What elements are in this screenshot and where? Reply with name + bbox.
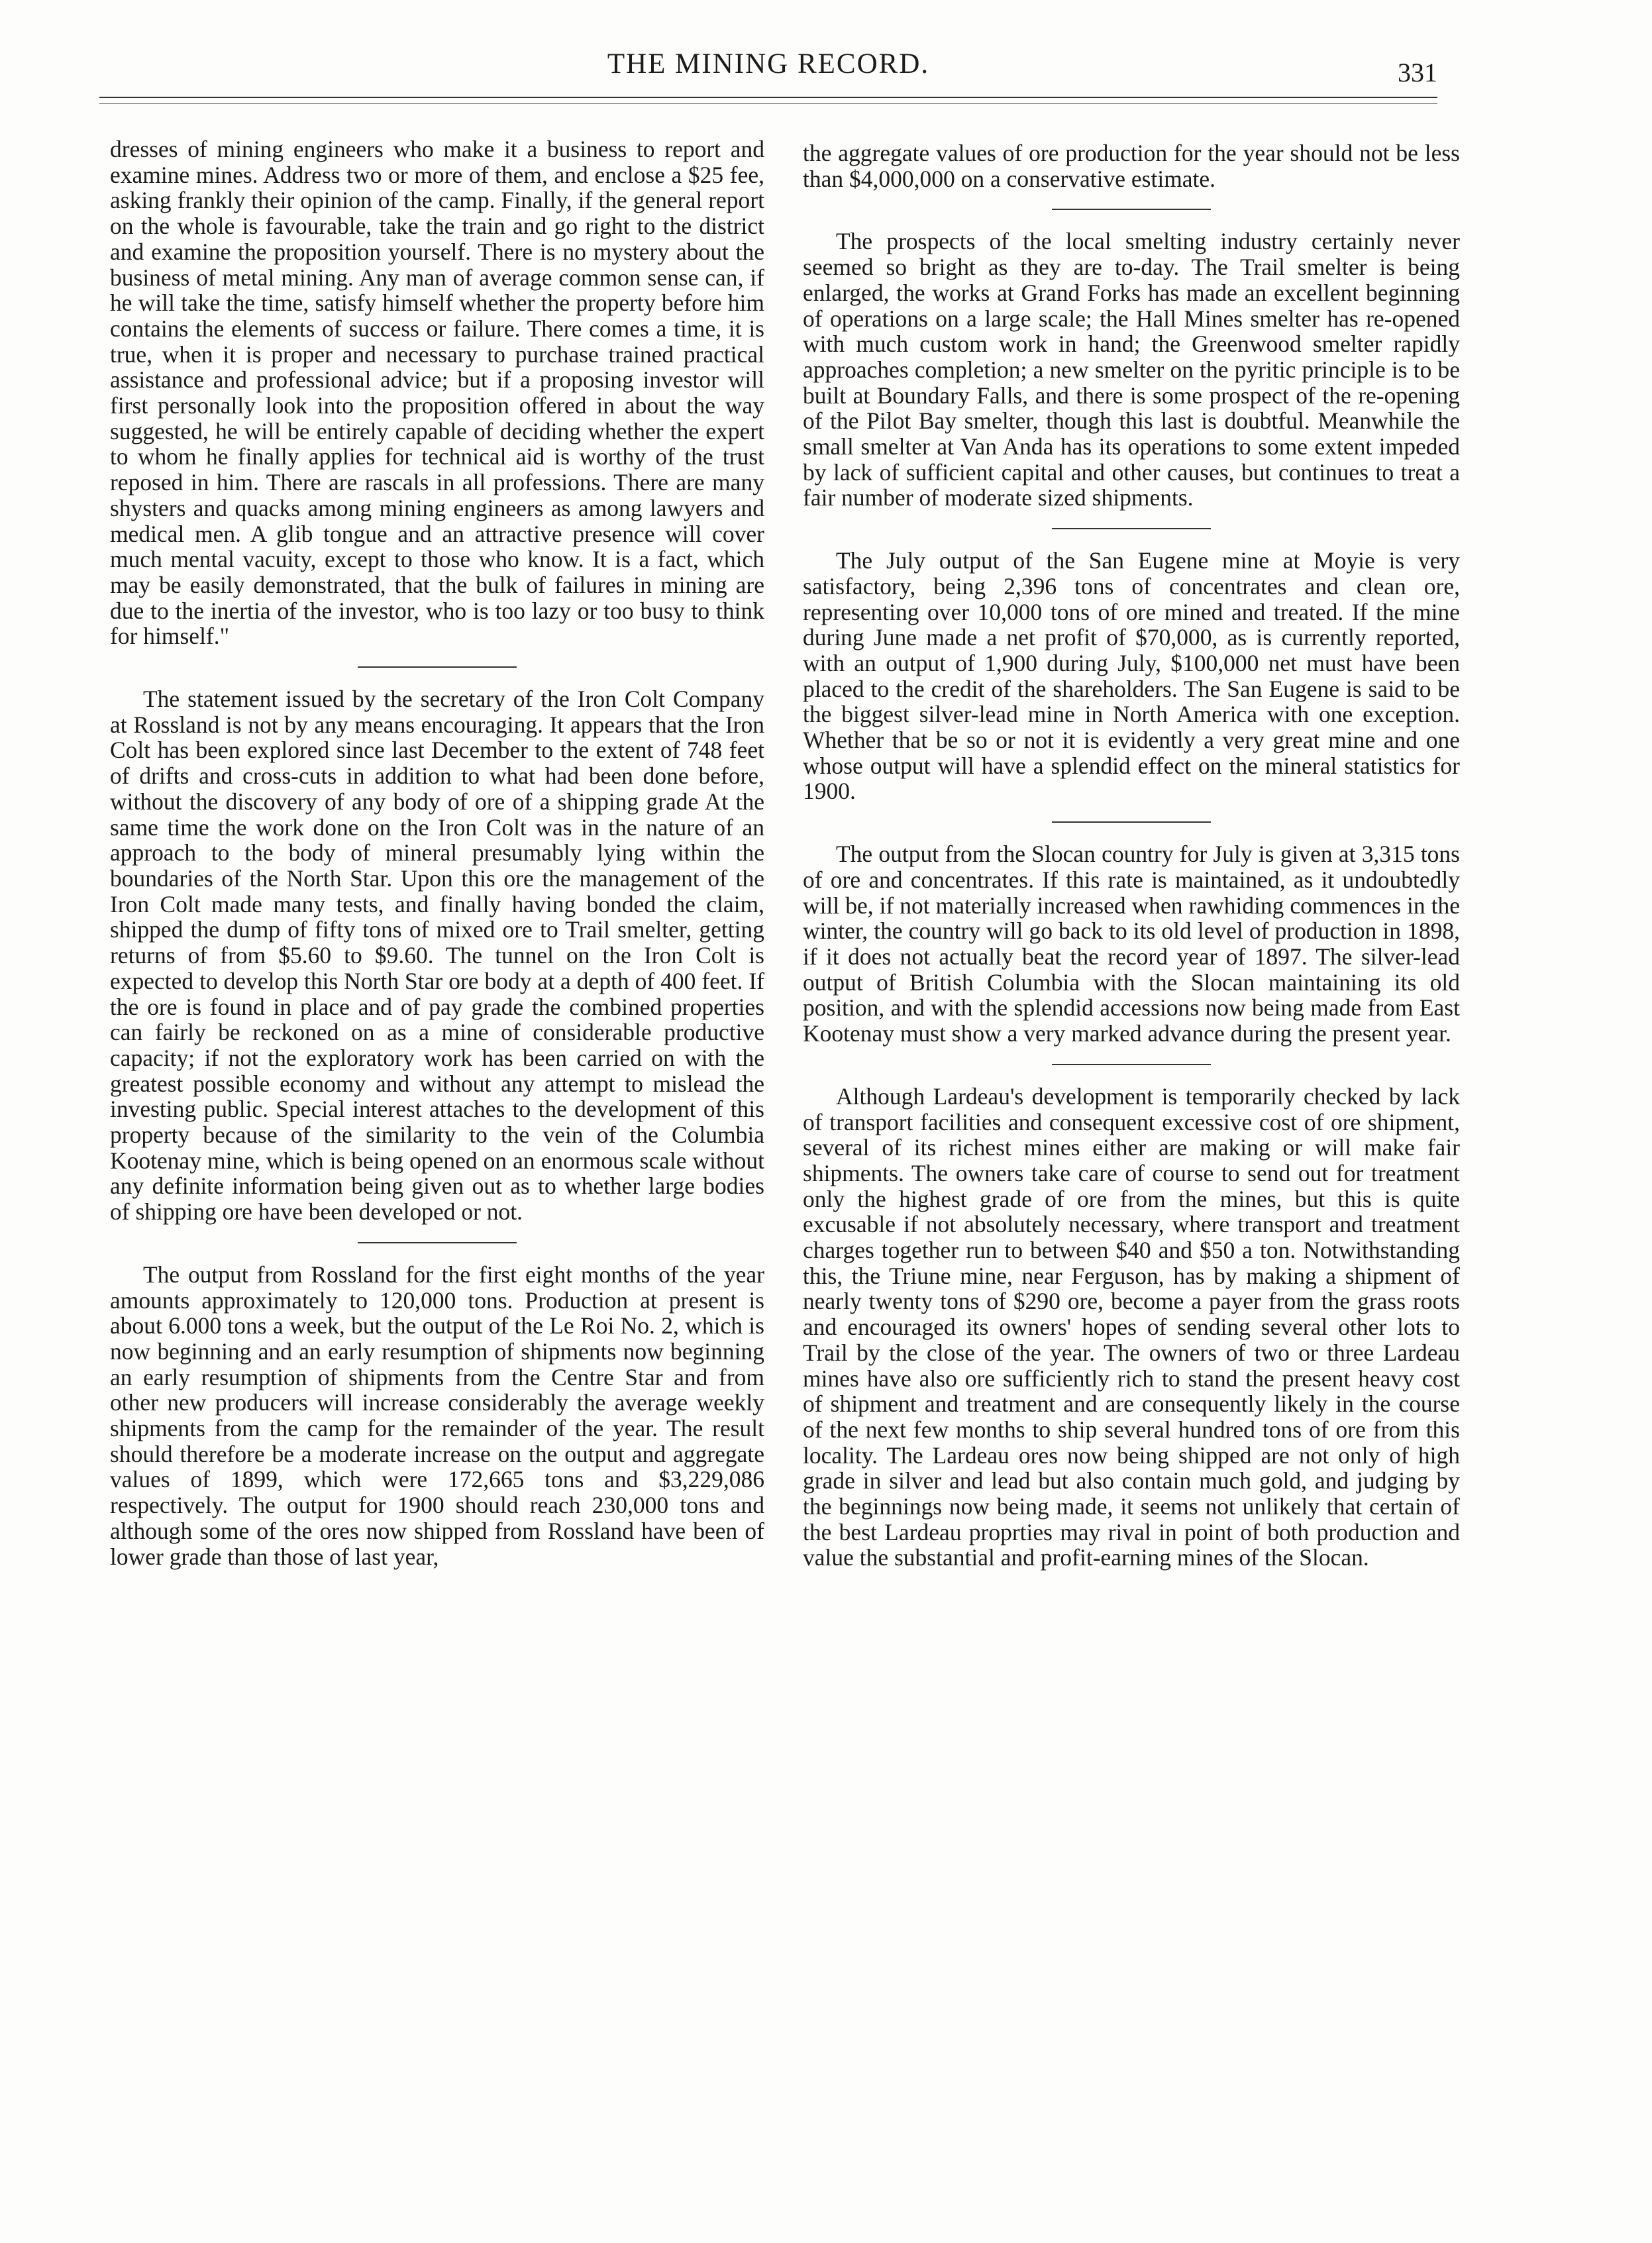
- right-paragraph-3: The July output of the San Eugene mine at Moyie is very satisfactory, being 2,396 tons of concentrates and clean ore, representing over 10,000 tons of ore mined and treated. If the mine during June made a net profit of $70,000, as is currently reported, with an output of 1,900 during July, $100,000 net must have been placed to the credit of the shareholders. The San Eugene is said to be the biggest silver-lead mine in North America with one exception. Whether that be so or not it is evidently a very great mine and one whose output will have a splendid effect on the mineral statistics for 1900.: [803, 547, 1460, 805]
- section-separator: [358, 1242, 517, 1243]
- journal-title: THE MINING RECORD.: [607, 48, 930, 79]
- right-paragraph-1: the aggregate values of ore production for the year should not be less than $4,000,000 on a conservative estimate.: [803, 140, 1460, 192]
- section-separator: [1052, 209, 1211, 210]
- right-paragraph-4: The output from the Slocan country for July is given at 3,315 tons of ore and concentrates. If this rate is maintained, as it undoubtedly will be, if not materially increased when rawhiding commences in the winter, the country will go back to its old level of production in 1898, if it does not actually beat the record year of 1897. The silver-lead output of British Columbia with the Slocan maintaining its old position, and with the splendid accessions now being made from East Kootenay must show a very marked advance during the present year.: [803, 841, 1460, 1047]
- left-paragraph-1: dresses of mining engineers who make it a business to report and examine mines. Address two or more of them, and enclose a $25 fee, asking frankly their opinion of the camp. Finally, if the general report on the whole is favourable, take the train and go right to the district and examine the proposition yourself. There is no mystery about the business of metal mining. Any man of average common sense can, if he will take the time, satisfy himself whether the property before him contains the elements of success or failure. There comes a time, it is true, when it is proper and necessary to purchase trained practical assistance and professional advice; but if a proposing investor will first personally look into the proposition offered in about the way suggested, he will be entirely capable of deciding whether the expert to whom he finally applies for technical aid is worthy of the trust reposed in him. There are rascals in all professions. There are many shysters and quacks among mining engineers as among lawyers and medical men. A glib tongue and an attractive presence will cover much mental vacuity, except to those who know. It is a fact, which may be easily demonstrated, that the bulk of failures in mining are due to the inertia of the investor, who is too lazy or too busy to think for himself.": [110, 136, 764, 650]
- header-rule-secondary: [99, 103, 1437, 104]
- header-rule: [99, 97, 1437, 98]
- page-header: [99, 48, 1437, 101]
- right-paragraph-2: The prospects of the local smelting industry certainly never seemed so bright as they are to-day. The Trail smelter is being enlarged, the works at Grand Forks has made an excellent beginning of operations on a large scale; the Hall Mines smelter has re-opened with much custom work in hand; the Greenwood smelter rapidly approaches completion; a new smelter on the pyritic principle is to be built at Boundary Falls, and there is some prospect of the re-opening of the Pilot Bay smelter, though this last is doubtful. Meanwhile the small smelter at Van Anda has its operations to some extent impeded by lack of sufficient capital and other causes, but continues to treat a fair number of moderate sized shipments.: [803, 228, 1460, 511]
- right-paragraph-5: Although Lardeau's development is temporarily checked by lack of transport facilities and consequent excessive cost of ore shipment, several of its richest mines either are making or will make fair shipments. The owners take care of course to send out for treatment only the highest grade of ore from the mines, but this is quite excusable if not absolutely necessary, where transport and treatment charges together run to between $40 and $50 a ton. Notwithstanding this, the Triune mine, near Ferguson, has by making a shipment of nearly twenty tons of $290 ore, become a payer from the grass roots and encouraged its owners' hopes of sending several other lots to Trail by the close of the year. The owners of two or three Lardeau mines have also ore sufficiently rich to stand the present heavy cost of shipment and treatment and are consequently likely in the course of the next few months to ship several hundred tons of ore from this locality. The Lardeau ores now being shipped are not only of high grade in silver and lead but also contain much gold, and judging by the beginnings now being made, it seems not unlikely that certain of the best Lardeau proprties may rival in point of both production and value the substantial and profit-earning mines of the Slocan.: [803, 1082, 1460, 1571]
- left-paragraph-2: The statement issued by the secretary of the Iron Colt Company at Rossland is not by any means encouraging. It appears that the Iron Colt has been explored since last December to the extent of 748 feet of drifts and cross-cuts in addition to what had been done before, without the discovery of any body of ore of a shipping grade At the same time the work done on the Iron Colt was in the nature of an approach to the body of mineral presumably lying within the boundaries of the North Star. Upon this ore the management of the Iron Colt made many tests, and finally having bonded the claim, shipped the dump of fifty tons of mixed ore to Trail smelter, getting returns of from $5.60 to $9.60. The tunnel on the Iron Colt is expected to develop this North Star ore body at a depth of 400 feet. If the ore is found in place and of pay grade the combined properties can fairly be reckoned on as a mine of considerable productive capacity; if not the exploratory work has been carried on with the greatest possible economy and without any attempt to mislead the investing public. Special interest attaches to the development of this property because of the similarity to the vein of the Columbia Kootenay mine, which is being opened on an enormous scale without any definite information being given out as to whether large bodies of shipping ore have been developed or not.: [110, 686, 764, 1226]
- section-separator: [1052, 821, 1211, 823]
- left-column: [110, 136, 764, 1569]
- left-paragraph-3: The output from Rossland for the first eight months of the year amounts approximately to 120,000 tons. Production at present is about 6.000 tons a week, but the output of the Le Roi No. 2, which is now beginning and an early resumption of shipments now beginning an early resumption of shipments from the Centre Star and from other new producers will increase considerably the average weekly shipments from the camp for the remainder of the year. The result should therefore be a moderate increase on the output and aggregate values of 1899, which were 172,665 tons and $3,229,086 respectively. The output for 1900 should reach 230,000 tons and although some of the ores now shipped from Rossland have been of lower grade than those of last year,: [110, 1261, 764, 1570]
- section-separator: [1052, 528, 1211, 529]
- page-number: 331: [1398, 58, 1437, 87]
- section-separator: [358, 666, 517, 668]
- section-separator: [1052, 1064, 1211, 1065]
- right-column: [803, 140, 1460, 1571]
